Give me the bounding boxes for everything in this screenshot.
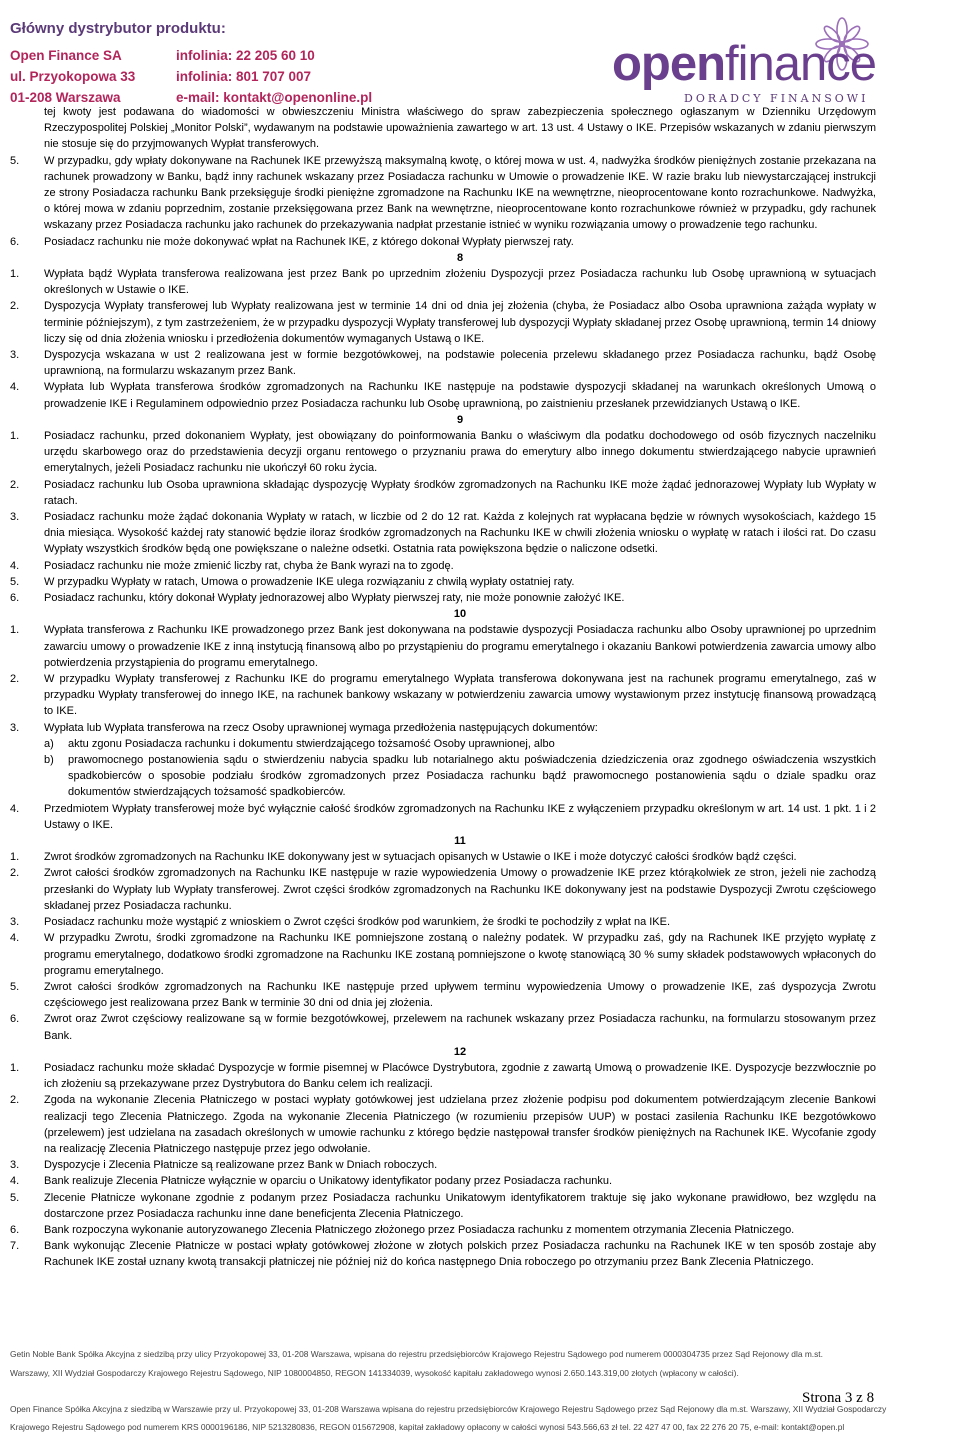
paragraph: 6. Posiadacz rachunku, który dokonał Wypłaty jednorazowej albo Wypłaty pierwszej raty, nie może ponownie założyć IKE. bbox=[10, 590, 876, 606]
paragraph: 5. W przypadku Wypłaty w ratach, Umowa o prowadzenie IKE ulega rozwiązaniu z chwilą wypłaty ostatniej raty. bbox=[10, 574, 876, 590]
paragraph-number: 1. bbox=[10, 268, 20, 281]
paragraph-number: 2. bbox=[10, 300, 20, 313]
logo-tagline: DORADCY FINANSOWI bbox=[684, 92, 869, 105]
page-header bbox=[0, 0, 960, 106]
paragraph-number: 1. bbox=[10, 624, 20, 637]
paragraph: 1. Zwrot środków zgromadzonych na Rachunku IKE dokonywany jest w sytuacjach opisanych w Ustawie o IKE i może dotyczyć całości środków bądź części. bbox=[10, 849, 876, 865]
distributor-title: Główny dystrybutor produktu: bbox=[10, 20, 226, 37]
paragraph-number: 2. bbox=[10, 673, 20, 686]
section-heading: 11 bbox=[454, 835, 466, 848]
logo-bold: open bbox=[612, 37, 726, 91]
distributor-company: Open Finance SA bbox=[10, 48, 122, 63]
paragraph: 2. Dyspozycja Wypłaty transferowej lub Wypłaty realizowana jest w terminie 14 dni od dnia jej złożenia (chyba, że Posiadacz albo Osoba uprawniona zażąda wypłaty w terminie późniejszym), z tym zastrzeżeniem, że w przypadku dyspozycji Wypłaty transferowej lub dyspozycji Wypłaty składanej przez Osobę uprawnioną, termin 14 dniowy liczy się od dnia złożenia wniosku i przedłożenia dokumentów wymaganych Ustawą o IKE. bbox=[10, 298, 876, 347]
distributor-email: e-mail: kontakt@openonline.pl bbox=[176, 90, 373, 105]
paragraph: 5. W przypadku, gdy wpłaty dokonywane na Rachunek IKE przewyższą maksymalną kwotę, o której mowa w ust. 4, nadwyżka środków pieniężnych zostanie przekazana na rachunek prowadzony w Banku, bądź inny rachunek wskazany przez Posiadacza rachunku w Umowie o prowadzenie IKE. W razie braku lub niewystarczającej instrukcji ze strony Posiadacza rachunku Bank przeksięguje środki pieniężne zgromadzone na Rachunku IKE na wewnętrzne, nieoprocentowane konto rozrachunkowe. Nadwyżka, o której mowa w zdaniu poprzednim, zostanie przeksięgowana przez Bank na wewnętrzne, nieoprocentowane konto rozrachunkowe również w przypadku, gdy rachunek wskazany przez Posiadacza rachunku jako rachunek do przekazywania nadpłat przestanie istnieć w wyniku rozwiązania umowy o prowadzenie tego rachunku. bbox=[10, 153, 876, 234]
paragraph-number: 2. bbox=[10, 1094, 20, 1107]
paragraph-number: 4. bbox=[10, 1175, 20, 1188]
paragraph-number: 6. bbox=[10, 235, 20, 248]
paragraph-number: 2. bbox=[10, 478, 20, 491]
footer-bank-info-1: Getin Noble Bank Spółka Akcyjna z siedzibą przy ulicy Przyokopowej 33, 01-208 Warszawa, wpisana do rejestru przedsiębiorców Krajowego Rejestru Sądowego pod numerem 0000304735 przez Sąd Rejonowy dla m.st. bbox=[10, 1349, 823, 1359]
paragraph-number: 5. bbox=[10, 154, 20, 167]
paragraph: 4. Bank realizuje Zlecenia Płatnicze wyłącznie w oparciu o Unikatowy identyfikator podany przez Posiadacza rachunku. bbox=[10, 1173, 876, 1189]
section-heading: 8 bbox=[456, 251, 464, 264]
footer-bank-info-2: Warszawy, XII Wydział Gospodarczy Krajowego Rejestru Sądowego, NIP 1080004850, REGON 141334039, wysokość kapitału zakładowego wynosi 2.650.143.319,00 złotych (wpłacony w całości). bbox=[10, 1368, 739, 1378]
distributor-city: 01-208 Warszawa bbox=[10, 90, 121, 105]
paragraph-number: 3. bbox=[10, 349, 20, 362]
paragraph: 4. W przypadku Zwrotu, środki zgromadzone na Rachunku IKE pomniejszone zostaną o należny podatek. W przypadku zaś, gdy na Rachunek IKE przyjęto wypłatę z programu emerytalnego, dodatkowo środki zgromadzone na Rachunku IKE zostaną pomniejszone o kwotę stanowiącą 30 % sumy składek podstawowych wpłaconych do programu emerytalnego. bbox=[10, 930, 876, 979]
paragraph: 5. Zlecenie Płatnicze wykonane zgodnie z podanym przez Posiadacza rachunku Unikatowym identyfikatorem traktuje się jako wykonane prawidłowo, bez względu na dostarczone przez Posiadacza rachunku inne dane beneficjenta Zlecenia Płatniczego. bbox=[10, 1190, 876, 1222]
paragraph: 4. Wypłata lub Wypłata transferowa środków zgromadzonych na Rachunku IKE następuje na podstawie dyspozycji składanej na warunkach określonych Umową o prowadzenie IKE i Regulaminem odpowiednio przez Posiadacza rachunku lub Osobę uprawnioną, po zaistnieniu przesłanek przewidzianych Ustawą o IKE. bbox=[10, 379, 876, 411]
paragraph: 3. Wypłata lub Wypłata transferowa na rzecz Osoby uprawnionej wymaga przedłożenia następujących dokumentów: bbox=[10, 720, 876, 736]
distributor-street: ul. Przyokopowa 33 bbox=[10, 69, 136, 84]
paragraph: 2. Zgoda na wykonanie Zlecenia Płatniczego w postaci wypłaty gotówkowej jest udzielana przez złożenie podpisu pod dokumentem potwierdzającym zlecenie Bankowi realizacji tego Zlecenia Płatniczego. Zgoda na wykonanie Zlecenia Płatniczego (w rozumieniu przepisów UUP) w postaci zasilenia Rachunku IKE bezgotówkowo (przelewem) jest udzielana na zasadach określonych w umowie rachunku z którego będzie następował transfer środków pieniężnych na Rachunek IKE. Wycofanie zgody na realizację Zlecenia Płatniczego następuje przez jego odwołanie. bbox=[10, 1092, 876, 1157]
distributor-hotline-1: infolinia: 22 205 60 10 bbox=[176, 48, 315, 63]
paragraph-number: 1. bbox=[10, 1061, 20, 1074]
paragraph: 2. W przypadku Wypłaty transferowej z Rachunku IKE do programu emerytalnego Wypłata transferowa dokonywana jest na rachunek programu emerytalnego, zaś w przypadku Wypłaty transferowej do innego IKE, na rachunek bankowy wskazany w potwierdzeniu zawarcia umowy wystawionym przez instytucję finansową prowadzącą to IKE. bbox=[10, 671, 876, 720]
paragraph-number: 5. bbox=[10, 575, 20, 588]
paragraph: 1. Posiadacz rachunku może składać Dyspozycje w formie pisemnej w Placówce Dystrybutora, zgodnie z zawartą Umową o prowadzenie IKE. Dyspozycje bezzwłocznie po ich złożeniu są przekazywane przez Dystrybutora do Banku celem ich realizacji. bbox=[10, 1060, 876, 1092]
paragraph-number: 6. bbox=[10, 1223, 20, 1236]
paragraph: 1. Wypłata bądź Wypłata transferowa realizowana jest przez Bank po uprzednim złożeniu Dyspozycji przez Posiadacza rachunku lub Osobę uprawnioną w sytuacjach określonych w Ustawie o IKE. bbox=[10, 266, 876, 298]
section-heading: 12 bbox=[453, 1045, 467, 1058]
paragraph-number: 1. bbox=[10, 851, 20, 864]
paragraph: tej kwoty jest podawana do wiadomości w obwieszczeniu Ministra właściwego do spraw zabezpieczenia społecznego ogłaszanym w Dzienniku Urzędowym Rzeczypospolitej Polskiej „Monitor Polski”, wydawanym na podstawie upoważnienia zawartego w art. 13 ust. 4 Ustawy o IKE. Przepisów wskazanych w zdaniu pierwszym nie stosuje się do przyjmowanych Wypłat transferowych. bbox=[44, 106, 876, 151]
paragraph-number: 3. bbox=[10, 916, 20, 929]
paragraph-number: 3. bbox=[10, 721, 20, 734]
paragraph: 4. Posiadacz rachunku nie może zmienić liczby rat, chyba że Bank wyrazi na to zgodę. bbox=[10, 558, 876, 574]
page-footer bbox=[0, 1340, 960, 1452]
paragraph-number: 4. bbox=[10, 802, 20, 815]
page-number: Strona 3 z 8 bbox=[802, 1390, 875, 1406]
logo-light: finance bbox=[725, 37, 877, 91]
paragraph-number: 5. bbox=[10, 980, 20, 993]
paragraph: 4. Przedmiotem Wypłaty transferowej może być wyłącznie całość środków zgromadzonych na Rachunku IKE z wyłączeniem przypadku określonym w art. 14 ust. 1 pkt. 1 i 2 Ustawy o IKE. bbox=[10, 801, 876, 833]
list-item: a) aktu zgonu Posiadacza rachunku i dokumentu stwierdzającego tożsamość Osoby uprawnionej, albo bbox=[44, 736, 876, 752]
paragraph: 3. Dyspozycje i Zlecenia Płatnicze są realizowane przez Bank w Dniach roboczych. bbox=[10, 1157, 876, 1173]
footer-company-info-1: Open Finance Spółka Akcyjna z siedzibą w Warszawie przy ul. Przyokopowej 33, 01-208 Warszawa wpisana do rejestru przedsiębiorców Krajowego Rejestru Sądowego przez Sąd Rejonowy dla m.st. Warszawy, XII Wydział Gospodarczy bbox=[10, 1404, 887, 1414]
paragraph: 3. Dyspozycja wskazana w ust 2 realizowana jest w formie bezgotówkowej, na podstawie polecenia przelewu składanego przez Posiadacza rachunku, bądź Osobę uprawnioną, na formularzu wskazanym przez Bank. bbox=[10, 347, 876, 379]
paragraph-number: 6. bbox=[10, 592, 20, 605]
paragraph-number: 1. bbox=[10, 430, 20, 443]
paragraph: 6. Zwrot oraz Zwrot częściowy realizowane są w formie bezgotówkowej, przelewem na rachunek wskazany przez Posiadacza rachunku, na formularzu stosowanym przez Bank. bbox=[10, 1011, 876, 1043]
paragraph: 3. Posiadacz rachunku może żądać dokonania Wypłaty w ratach, w liczbie od 2 do 12 rat. Każda z kolejnych rat wypłacana będzie w równych wysokościach, każdego 15 dnia miesiąca. Wysokość każdej raty stanowić będzie iloraz środków zgromadzonych na Rachunku IKE w chwili złożenia wniosku o wypłatę w ratach i ilości rat. Do czasu Wypłaty wszystkich środków będą one powiększane o należne odsetki. Ostatnia rata powiększona będzie o naliczone odsetki. bbox=[10, 509, 876, 558]
footer-company-info-2: Krajowego Rejestru Sądowego pod numerem KRS 0000196186, NIP 5213280836, REGON 015672908, kapitał zakładowy opłacony w całości wynosi 543.566,63 zł tel. 22 427 47 00, fax 22 276 20 75, e-mail: kontakt@open.pl bbox=[10, 1422, 845, 1432]
paragraph: 6. Posiadacz rachunku nie może dokonywać wpłat na Rachunek IKE, z którego dokonał Wypłaty pierwszej raty. bbox=[10, 234, 876, 250]
paragraph-number: 4. bbox=[10, 932, 20, 945]
list-letter: b) bbox=[44, 754, 54, 767]
section-heading: 10 bbox=[453, 608, 467, 621]
paragraph: 5. Zwrot całości środków zgromadzonych na Rachunku IKE następuje przed upływem terminu wypowiedzenia Umowy o prowadzenie IKE, zaś dyspozycja Zwrotu częściowego jest realizowana przez Bank w terminie 30 dni od dnia jej złożenia. bbox=[10, 979, 876, 1011]
paragraph: 1. Posiadacz rachunku, przed dokonaniem Wypłaty, jest obowiązany do poinformowania Banku o właściwym dla podatku dochodowego od osób fizycznych naczelniku urzędu skarbowego oraz do przedstawienia decyzji organu rentowego o przyznaniu prawa do emerytury albo innego dokumentu stwierdzającego nabycie uprawnień emerytalnych, jeżeli Posiadacz rachunku nie ukończył 60 roku życia. bbox=[10, 428, 876, 477]
paragraph-number: 6. bbox=[10, 1013, 20, 1026]
paragraph-number: 3. bbox=[10, 1159, 20, 1172]
paragraph: 1. Wypłata transferowa z Rachunku IKE prowadzonego przez Bank jest dokonywana na podstawie dyspozycji Posiadacza rachunku albo Osoby uprawnionej po uprzednim zawarciu umowy o prowadzenie IKE z inną instytucją finansową albo po przystąpieniu do programu emerytalnego i okazaniu Bankowi potwierdzenia zawarcia umowy albo potwierdzenia przystąpienia do programu emerytalnego. bbox=[10, 622, 876, 671]
paragraph: 2. Zwrot całości środków zgromadzonych na Rachunku IKE następuje w razie wypowiedzenia Umowy o prowadzenie IKE przez którąkolwiek ze stron, jeżeli nie zachodzą przesłanki do Wypłaty lub Wypłaty transferowej. Zwrot części środków zgromadzonych na Rachunku IKE dokonywany jest na podstawie Dyspozycji Zwrotu częściowego składanej przez Posiadacza rachunku. bbox=[10, 865, 876, 914]
logo-wordmark bbox=[612, 36, 876, 92]
section-heading: 9 bbox=[456, 413, 464, 426]
paragraph: 2. Posiadacz rachunku lub Osoba uprawniona składając dyspozycję Wypłaty środków zgromadzonych na Rachunku IKE może żądać jednorazowej Wypłaty lub Wypłaty w ratach. bbox=[10, 477, 876, 509]
paragraph-number: 5. bbox=[10, 1191, 20, 1204]
paragraph-number: 4. bbox=[10, 559, 20, 572]
open-finance-logo bbox=[612, 12, 952, 104]
distributor-info bbox=[0, 0, 373, 106]
paragraph: 3. Posiadacz rachunku może wystąpić z wnioskiem o Zwrot części środków pod warunkiem, że środki te pochodziły z wpłat na IKE. bbox=[10, 914, 876, 930]
document-body bbox=[10, 104, 876, 1271]
paragraph: 7. Bank wykonując Zlecenie Płatnicze w postaci wpłaty gotówkowej złożone w złotych polskich przez Posiadacza rachunku na Rachunek IKE w ten sposób zostaje aby Rachunek IKE został uznany kwotą transakcji płatniczej nie później niż do końca następnego Dnia roboczego po otrzymaniu przez Bank Zlecenia Płatniczego. bbox=[10, 1238, 876, 1270]
distributor-hotline-2: infolinia: 801 707 007 bbox=[176, 69, 312, 84]
paragraph-number: 4. bbox=[10, 381, 20, 394]
list-letter: a) bbox=[44, 737, 54, 750]
paragraph-number: 3. bbox=[10, 511, 20, 524]
paragraph-number: 2. bbox=[10, 867, 20, 880]
paragraph: 6. Bank rozpoczyna wykonanie autoryzowanego Zlecenia Płatniczego złożonego przez Posiadacza rachunku z momentem otrzymania Zlecenia Płatniczego. bbox=[10, 1222, 876, 1238]
list-item: b) prawomocnego postanowienia sądu o stwierdzeniu nabycia spadku lub notarialnego aktu poświadczenia dziedziczenia oraz zgodnego oświadczenia wszystkich spadkobierców o sposobie podziału środków zgromadzonych przez Posiadacza rachunku bądź prawomocnego postanowienia sądu o dziale spadku oraz dokumentów stwierdzających tożsamość spadkobierców. bbox=[44, 752, 876, 801]
paragraph-number: 7. bbox=[10, 1240, 20, 1253]
